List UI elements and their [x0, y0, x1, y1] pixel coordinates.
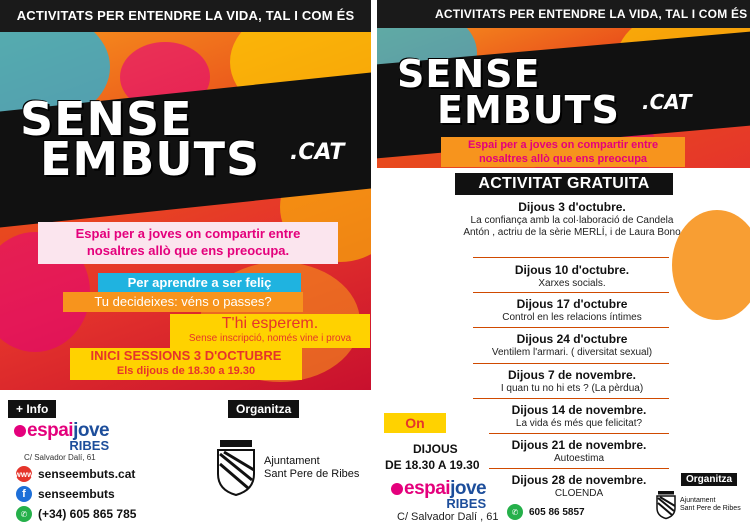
session-1: Dijous 3 d'octubre. La confiança amb la col·laboració de Candela Antón , actriu de la sèrie MERLÍ, i de Laura Bono — [463, 200, 681, 238]
free-activity-text: ACTIVITAT GRATUITA — [478, 175, 650, 192]
espaijove-logo: espaijove RIBES — [14, 420, 109, 453]
ajuntament-line-2-right: Sant Pere de Ribes — [680, 505, 741, 512]
address: C/ Salvador Dalí, 61 — [24, 453, 96, 462]
divider — [473, 363, 669, 364]
tagline-feliz-text: Per aprendre a ser feliç — [127, 275, 272, 290]
logo-line-1-right: SENSE — [397, 52, 541, 96]
divider — [489, 433, 669, 434]
sessions-box — [70, 348, 302, 380]
logo-suffix: .CAT — [290, 140, 345, 165]
sessions-subtitle: Els dijous de 18.30 a 19.30 — [116, 365, 256, 377]
address-right: C/ Salvador Dalí , 61 — [397, 511, 499, 523]
espaijove-logo-right: espaijove RIBES — [391, 478, 486, 511]
poster-right — [377, 0, 750, 529]
intro-box — [38, 222, 338, 264]
intro-text-right: Espai per a joves on compartir entre nosaltres allò que ens preocupa — [467, 139, 659, 165]
coat-of-arms-icon — [655, 490, 677, 520]
wait-subtitle: Sense inscripció, només vine i prova — [188, 333, 352, 344]
divider — [473, 327, 669, 328]
organiza-label-right: Organitza — [681, 473, 737, 486]
session-7: Dijous 21 de novembre. Autoestima — [511, 438, 647, 464]
whatsapp-icon: ✆ — [16, 506, 32, 522]
contact-whatsapp-right[interactable]: ✆ 605 86 5857 — [507, 504, 585, 520]
session-4: Dijous 24 d'octubre Ventilem l'armari. ( diversitat sexual) — [491, 332, 653, 358]
top-banner-right: ACTIVITATS PER ENTENDRE LA VIDA, TAL I COM ÉS — [377, 0, 750, 28]
session-3: Dijous 17 d'octubre Control en les relacions íntimes — [502, 297, 642, 323]
organiza-label: Organitza — [228, 400, 299, 418]
contact-facebook[interactable]: f senseembuts — [16, 486, 115, 502]
divider — [473, 398, 669, 399]
ajuntament-logo — [214, 440, 359, 496]
on-label: On — [384, 413, 446, 433]
when-line-1: DIJOUS — [413, 442, 458, 456]
ajuntament-line-1-right: Ajuntament — [680, 497, 716, 504]
when-line-2: DE 18.30 A 19.30 — [385, 458, 480, 472]
logo-line-2-right: EMBUTS — [437, 88, 620, 132]
logo-line-1: SENSE — [20, 92, 193, 146]
tagline-decideixes — [63, 292, 303, 312]
logo-line-2: EMBUTS — [40, 132, 261, 186]
intro-box-right — [441, 137, 685, 167]
tagline-feliz — [98, 273, 301, 293]
top-banner: ACTIVITATS PER ENTENDRE LA VIDA, TAL I COM ÉS — [0, 0, 371, 32]
whatsapp-icon: ✆ — [507, 504, 523, 520]
free-activity-banner — [455, 173, 673, 195]
contact-web[interactable]: www senseembuts.cat — [14, 467, 136, 481]
logo-suffix-right: .CAT — [642, 90, 692, 114]
divider — [473, 292, 669, 293]
more-info-label: + Info — [8, 400, 56, 418]
wait-title: T'hi esperem. — [221, 315, 319, 332]
divider — [473, 257, 669, 258]
espaijove-dot-icon — [14, 425, 26, 437]
contact-whatsapp[interactable]: ✆ (+34) 605 865 785 — [16, 506, 136, 522]
session-8: Dijous 28 de novembre. CLOENDA — [511, 473, 647, 499]
session-6: Dijous 14 de novembre. La vida és més que felicitat? — [511, 403, 647, 429]
poster-left — [0, 0, 371, 529]
ajuntament-line-1: Ajuntament — [264, 455, 320, 467]
ajuntament-logo-right — [655, 490, 741, 520]
session-2: Dijous 10 d'octubre. Xarxes socials. — [514, 263, 630, 289]
web-icon: www — [16, 466, 32, 482]
facebook-icon: f — [16, 486, 32, 502]
session-5: Dijous 7 de novembre. I quan tu no hi ets ? (La pèrdua) — [500, 368, 644, 394]
espaijove-dot-icon — [391, 483, 403, 495]
coat-of-arms-icon — [214, 440, 258, 496]
wait-box — [170, 314, 370, 348]
tagline-decideixes-text: Tu decideixes: véns o passes? — [94, 294, 272, 309]
sessions-title: INICI SESSIONS 3 D'OCTUBRE — [90, 348, 282, 363]
divider — [489, 468, 669, 469]
ajuntament-line-2: Sant Pere de Ribes — [264, 468, 360, 480]
intro-text: Espai per a joves on compartir entre nosaltres allò que ens preocupa. — [75, 226, 301, 258]
